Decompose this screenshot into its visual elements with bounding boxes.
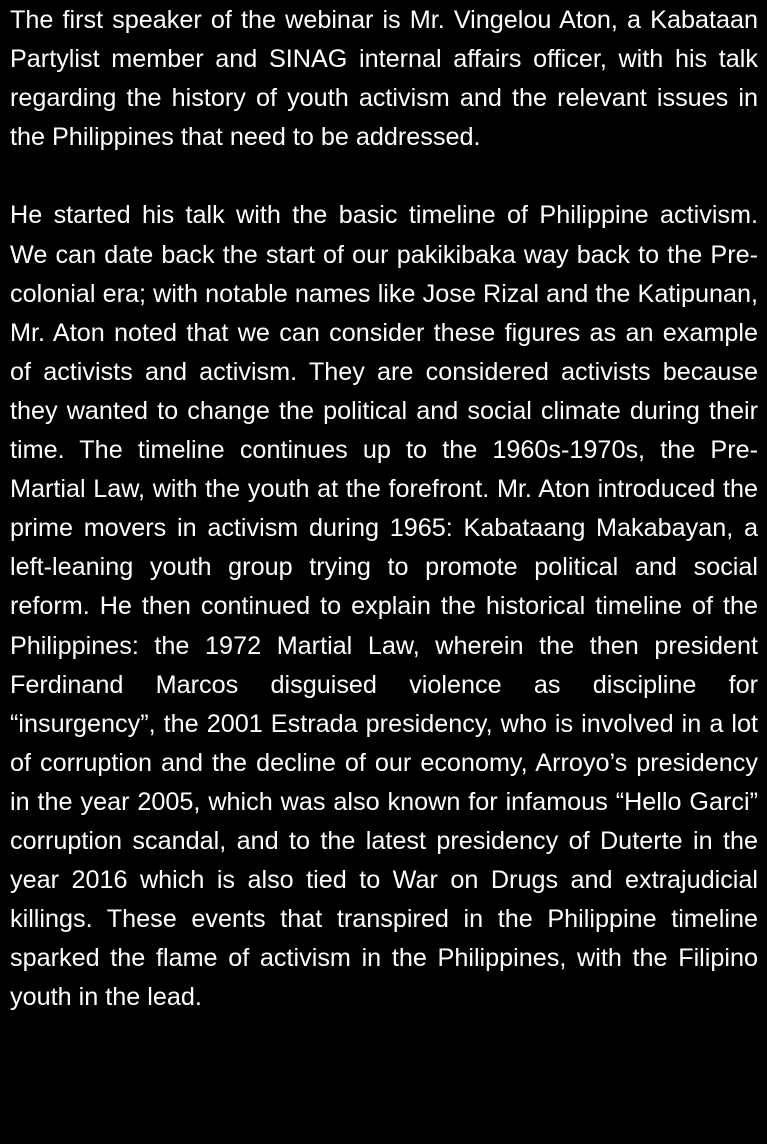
paragraph-first-speaker: The first speaker of the webinar is Mr. Vingelou Aton, a Kabataan Partylist member and SINAG internal affairs officer, with his talk regarding the history of youth activism and the relevant issues in the Philippines that need to be addressed.: [10, 6, 758, 152]
paragraph-activism-timeline: He started his talk with the basic timeline of Philippine activism. We can date back the start of our pakikibaka way back to the Pre-colonial era; with notable names like Jose Rizal and the Katipunan, Mr. Aton noted that we can consider these figures as an example of activists and activism. They are considered activists because they wanted to change the political and social climate during their time. The timeline continues up to the 1960s-1970s, the Pre-Martial Law, with the youth at the forefront. Mr. Aton introduced the prime movers in activism during 1965: Kabataang Makabayan, a left-leaning youth group trying to promote political and social reform. He then continued to explain the historical timeline of the Philippines: the 1972 Martial Law, wherein the then president Ferdinand Marcos disguised violence as discipline for “insurgency”, the 2001 Estrada presidency, who is involved in a lot of corruption and the decline of our economy, Arroyo’s presidency in the year 2005, which was also known for infamous “Hello Garci” corruption scandal, and to the latest presidency of Duterte in the year 2016 which is also tied to War on Drugs and extrajudicial killings. These events that transpired in the Philippine timeline sparked the flame of activism in the Philippines, with the Filipino youth in the lead.: [10, 201, 758, 1012]
